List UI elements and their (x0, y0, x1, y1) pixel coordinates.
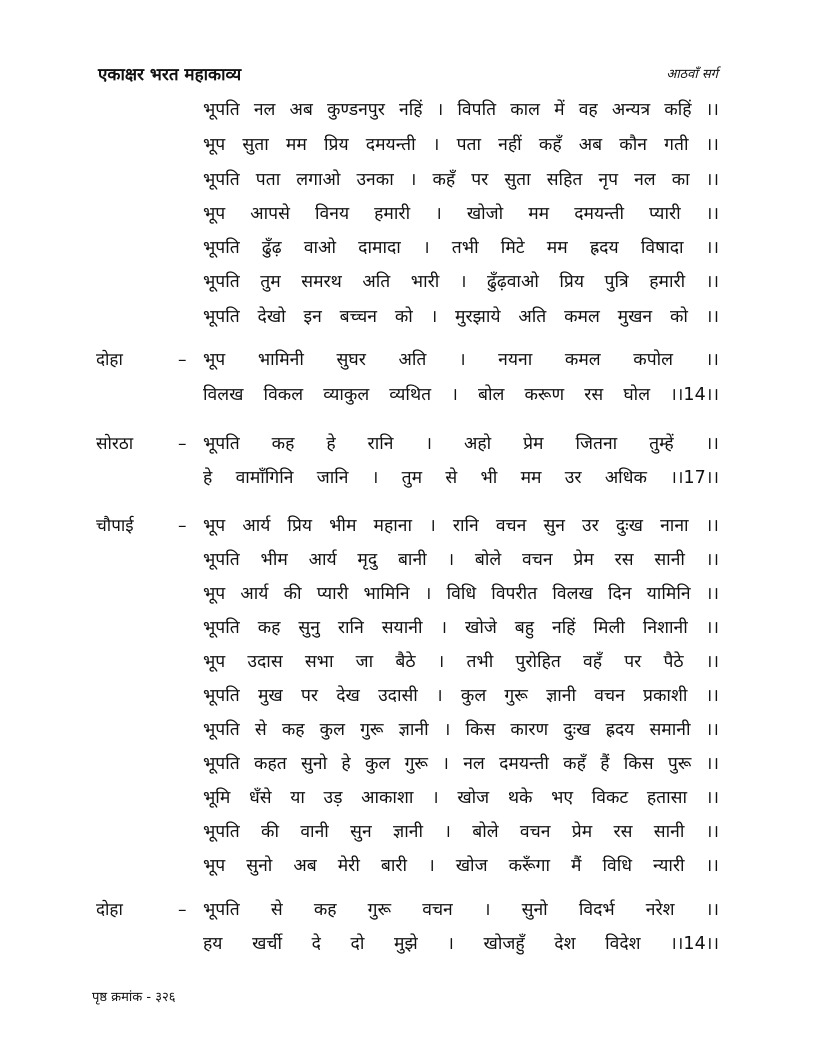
verse-line: भूपति कह सुनु रानि सयानी । खोजे बहु नहिं मिली निशानी ।। (203, 618, 719, 638)
verse-label: दोहा (96, 900, 123, 920)
verse-line: भूपति देखो इन बच्चन को । मुरझाये अति कमल मुखन को ।। (203, 307, 719, 327)
running-header-right: आठवाँ सर्ग (666, 67, 718, 82)
verse-line: भूमि धँसे या उड़ आकाशा । खोज थके भए विकट हतासा ।। (203, 788, 719, 808)
verse-line: भूप आपसे विनय हमारी । खोजो मम दमयन्ती प्यारी ।। (203, 204, 719, 224)
page-number: पृष्ठ क्रमांक - ३२६ (92, 990, 176, 1005)
verse-label: सोरठा (96, 434, 134, 454)
verse-line: हे वामाँगिनि जानि । तुम से भी मम उर अधिक ।।17।। (203, 468, 719, 488)
verse-line: भूपति से कह कुल गुरू ज्ञानी । किस कारण दुःख ह्रदय समानी ।। (203, 720, 719, 740)
verse-line: भूप आर्य की प्यारी भामिनि । विधि विपरीत विलख दिन यामिनि ।। (203, 584, 719, 604)
verse-line: भूप सुनो अब मेरी बारी । खोज करूँगा मैं विधि न्यारी ।। (203, 856, 719, 876)
verse-dash: – (178, 434, 187, 454)
verse-line: भूप भामिनी सुघर अति । नयना कमल कपोल ।। (203, 350, 719, 370)
verse-line: भूपति पता लगाओ उनका । कहँ पर सुता सहित नृप नल का ।। (203, 170, 719, 190)
verse-label: चौपाई (96, 516, 134, 536)
verse-line: भूप उदास सभा जा बैठे । तभी पुरोहित वहँ पर पैठे ।। (203, 652, 719, 672)
verse-line: भूपति ढुँढ़ वाओ दामादा । तभी मिटे मम ह्रदय विषादा ।। (203, 238, 719, 258)
verse-line: भूपति तुम समरथ अति भारी । ढुँढ़वाओ प्रिय पुत्रि हमारी ।। (203, 272, 719, 292)
verse-dash: – (178, 516, 187, 536)
verse-line: भूपति से कह गुरू वचन । सुनो विदर्भ नरेश ।। (203, 900, 719, 920)
verse-line: विलख विकल व्याकुल व्यथित । बोल करूण रस घोल ।।14।। (203, 385, 719, 405)
verse-line: भूप सुता मम प्रिय दमयन्ती । पता नहीं कहँ अब कौन गती ।। (203, 135, 719, 155)
verse-line: भूपति की वानी सुन ज्ञानी । बोले वचन प्रेम रस सानी ।। (203, 822, 719, 842)
verse-line: भूपति मुख पर देख उदासी । कुल गुरू ज्ञानी वचन प्रकाशी ।। (203, 686, 719, 706)
verse-line: हय खर्ची दे दो मुझे । खोजहुँ देश विदेश ।।14।। (203, 934, 719, 954)
verse-line: भूपति कह हे रानि । अहो प्रेम जितना तुम्हें ।। (203, 434, 719, 454)
verse-label: दोहा (96, 350, 123, 370)
verse-dash: – (178, 900, 187, 920)
verse-line: भूप आर्य प्रिय भीम महाना । रानि वचन सुन उर दुःख नाना ।। (203, 516, 719, 536)
verse-line: भूपति नल अब कुण्डनपुर नहिं । विपति काल में वह अन्यत्र कहिं ।। (203, 100, 719, 120)
running-header-left: एकाक्षर भरत महाकाव्य (98, 65, 242, 85)
verse-dash: – (178, 350, 187, 370)
verse-line: भूपति भीम आर्य मृदु बानी । बोले वचन प्रेम रस सानी ।। (203, 550, 719, 570)
verse-line: भूपति कहत सुनो हे कुल गुरू । नल दमयन्ती कहँ हैं किस पुरू ।। (203, 754, 719, 774)
